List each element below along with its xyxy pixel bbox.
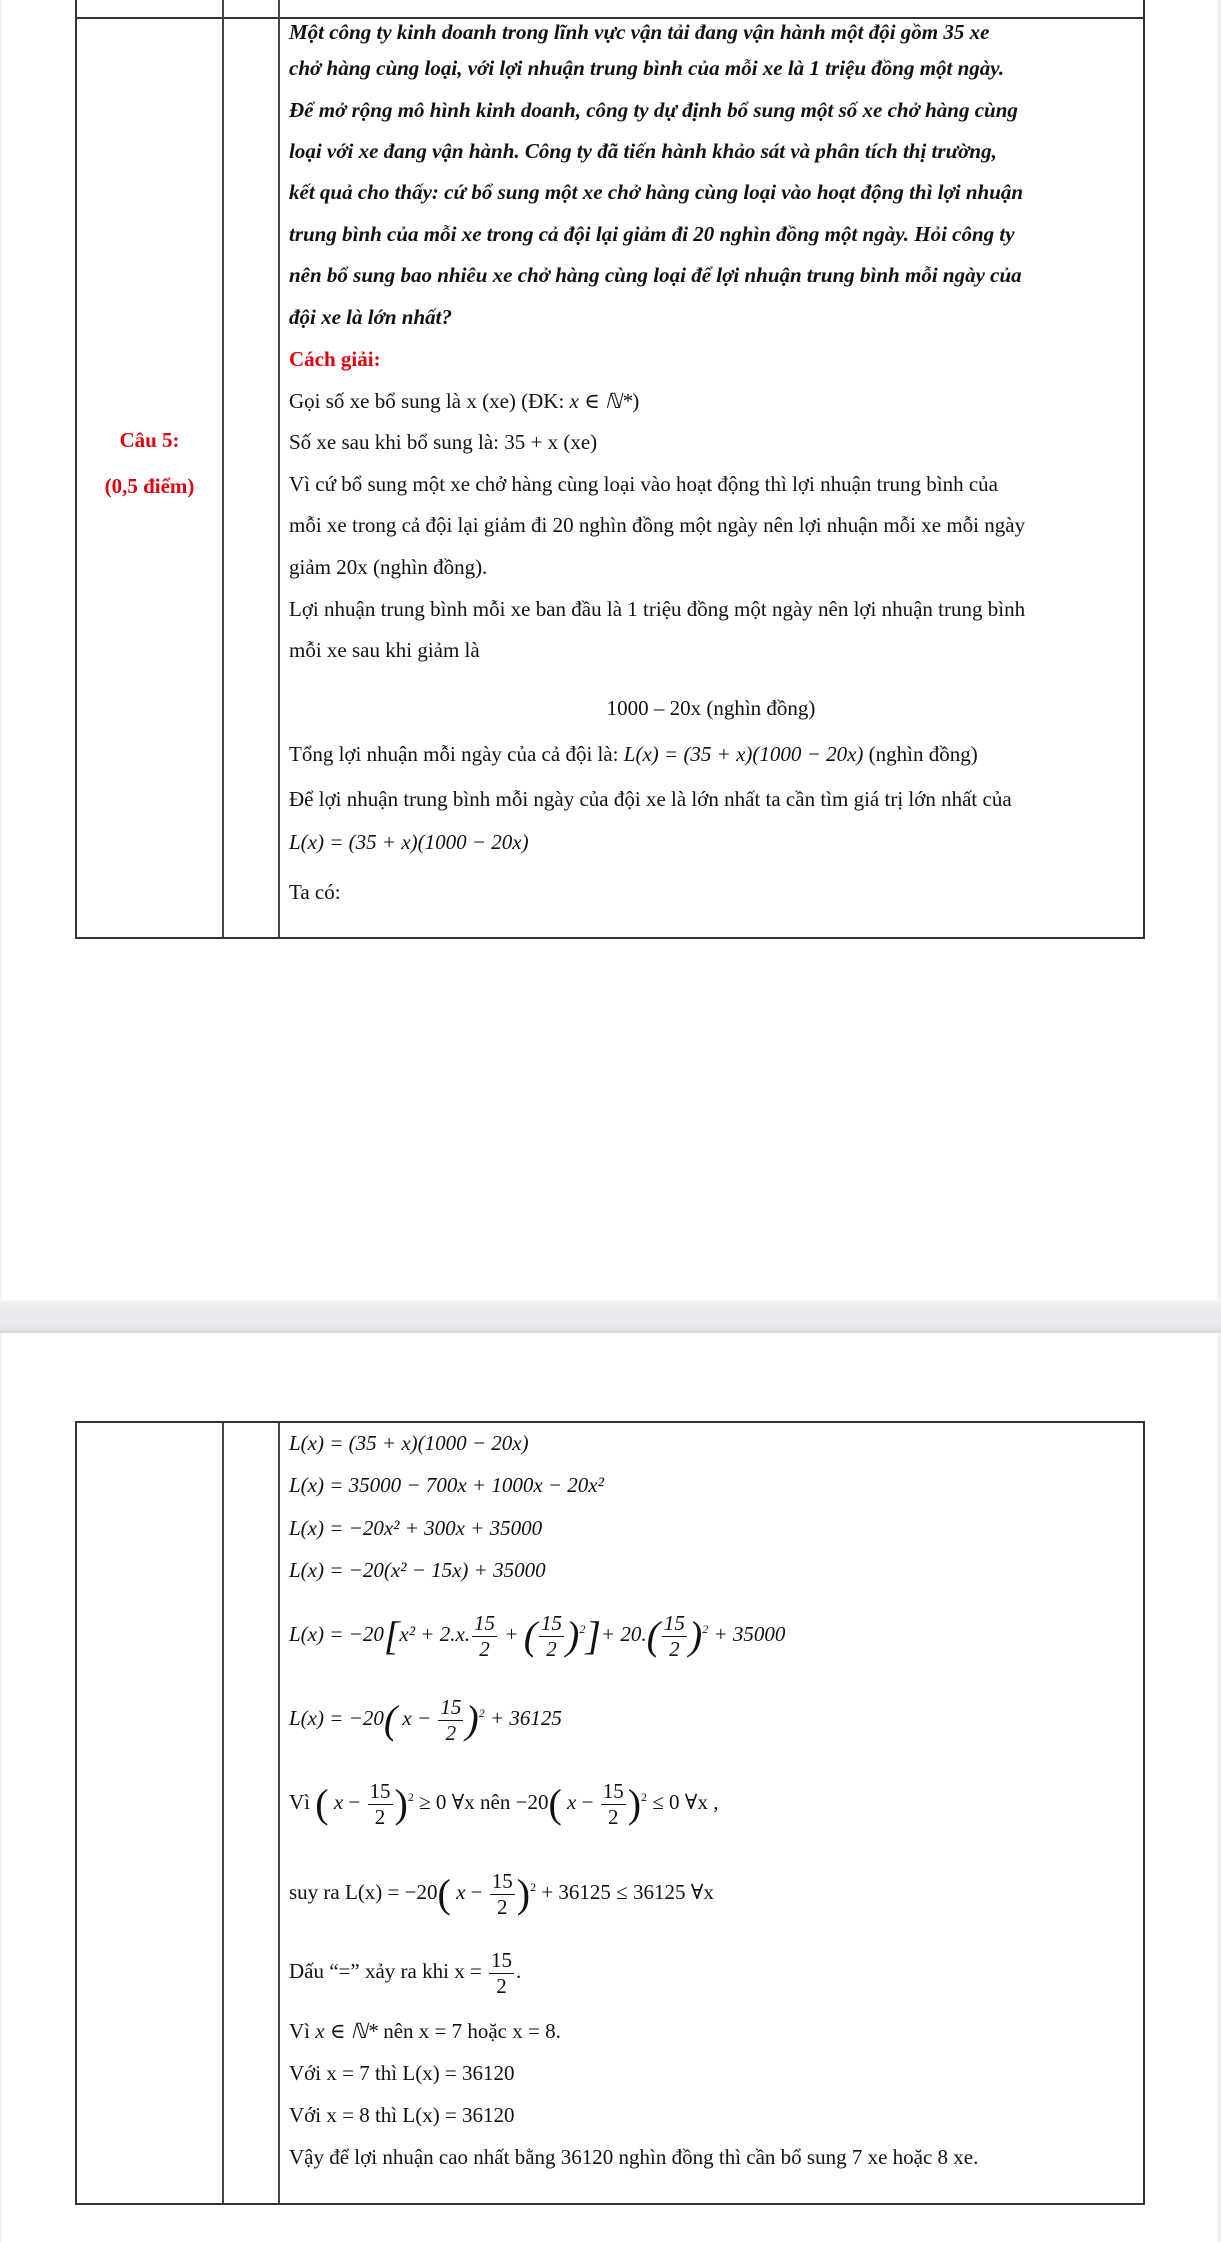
- solution-paragraph: [289, 740, 978, 768]
- solution-content-continued: [289, 1423, 1133, 2203]
- denominator: 2: [479, 1636, 490, 1661]
- math: + 35000: [713, 1622, 786, 1646]
- text: ≤ 0 ∀x ,: [652, 1790, 719, 1814]
- solution-paragraph: mỗi xe trong cả đội lại giảm đi 20 nghìn đồng một ngày nên lợi nhuận mỗi xe mỗi ngày: [289, 513, 1026, 537]
- solution-heading: Cách giải:: [289, 347, 381, 371]
- math: + 36125: [489, 1706, 562, 1730]
- numerator: 15: [491, 1868, 513, 1893]
- column-divider: [222, 0, 224, 937]
- fraction: [489, 1947, 514, 1998]
- fraction: [662, 1610, 687, 1661]
- numerator: 15: [541, 1610, 563, 1635]
- problem-line: loại với xe đang vận hành. Công ty đã tiến hành khảo sát và phân tích thị trường,: [289, 139, 997, 163]
- fraction: [490, 1868, 515, 1919]
- math: L(x) = −20: [289, 1706, 384, 1730]
- bracket-close: ]: [585, 1613, 601, 1659]
- solution-paragraph: mỗi xe sau khi giảm là: [289, 638, 480, 662]
- numerator: 15: [440, 1694, 462, 1719]
- numerator: 15: [369, 1778, 391, 1803]
- math: x ∈ ℕ*: [569, 389, 633, 413]
- equality-condition: [289, 1943, 521, 1999]
- column-divider: [278, 0, 280, 937]
- problem-line: đội xe là lớn nhất?: [289, 305, 452, 329]
- answer-table-part-1: [75, 0, 1145, 939]
- denominator: 2: [546, 1636, 557, 1661]
- denominator: 2: [374, 1804, 386, 1829]
- fraction: [472, 1610, 497, 1661]
- paren-close: ): [516, 1871, 531, 1917]
- case-x7: Với x = 7 thì L(x) = 36120: [289, 2061, 515, 2085]
- text: ): [632, 389, 640, 413]
- inequality-statement: Vì ( x − $\frac{15}{2}$ )$^2$ ≥ 0 ∀x nên −20( x − $\frac{15}{2}$ )$^2$ ≤ 0 ∀x ,: [289, 1778, 719, 1829]
- final-answer: Vậy để lợi nhuận cao nhất bằng 36120 nghìn đồng thì cần bổ sung 7 xe hoặc 8 xe.: [289, 2145, 979, 2169]
- solution-paragraph: Số xe sau khi bổ sung là: 35 + x (xe): [289, 430, 598, 454]
- text: Tổng lợi nhuận mỗi ngày của cả đội là:: [289, 742, 624, 766]
- paren-close: ): [394, 1781, 408, 1827]
- paren-open: (: [383, 1697, 398, 1743]
- exponent: 2: [407, 1790, 414, 1804]
- solution-paragraph: Ta có:: [289, 880, 341, 904]
- inequality-conclusion: suy ra L(x) = −20( x − $\frac{15}{2}$ )$^2$ + 36125 ≤ 36125 ∀x: [289, 1868, 714, 1919]
- math: x² + 2.x.: [399, 1622, 471, 1646]
- math: + 20.: [600, 1622, 647, 1646]
- denominator: 2: [669, 1636, 680, 1661]
- problem-line: kết quả cho thấy: cứ bổ sung một xe chở hàng cùng loại vào hoạt động thì lợi nhuận: [289, 180, 1024, 204]
- math: x ∈ ℕ*: [315, 2019, 378, 2043]
- problem-line: nên bổ sung bao nhiêu xe chở hàng cùng loại để lợi nhuận trung bình mỗi ngày của: [289, 263, 1022, 287]
- numerator: 15: [491, 1947, 513, 1972]
- numerator: 15: [602, 1778, 624, 1803]
- problem-line: trung bình của mỗi xe trong cả đội lại giảm đi 20 nghìn đồng một ngày. Hỏi công ty: [289, 222, 1015, 246]
- fraction: [601, 1778, 626, 1829]
- equation: L(x) = 35000 − 700x + 1000x − 20x²: [289, 1473, 604, 1497]
- math: L(x) = (35 + x)(1000 − 20x): [623, 742, 864, 766]
- paren-close: ): [465, 1697, 479, 1743]
- problem-line: Một công ty kinh doanh trong lĩnh vực vận tải đang vận hành một đội gồm 35 xe: [289, 20, 990, 44]
- centered-expression: 1000 – 20x (nghìn đồng): [606, 696, 816, 720]
- paren-close: ): [566, 1613, 580, 1659]
- text: suy ra L(x) = −20: [289, 1880, 438, 1904]
- solution-paragraph: Để lợi nhuận trung bình mỗi ngày của đội xe là lớn nhất ta cần tìm giá trị lớn nhất của: [289, 787, 1012, 811]
- paren-close: ): [688, 1613, 703, 1659]
- denominator: 2: [445, 1720, 457, 1745]
- equation-completing-square: L(x) = −20[x² + 2.x. $\frac{15}{2}$ + ( $\frac{15}{2}$ )$^2$]+ 20.( $\frac{15}{2}$ )$^2$ + 35000: [289, 1610, 786, 1661]
- solution-content: [289, 18, 1133, 938]
- numerator: 15: [474, 1610, 496, 1635]
- paren-open: (: [548, 1781, 562, 1827]
- exponent: 2: [641, 1790, 648, 1804]
- fraction: [368, 1778, 393, 1829]
- equation: L(x) = −20(x² − 15x) + 35000: [289, 1558, 546, 1582]
- integer-condition: [289, 2017, 561, 2045]
- equation: L(x) = (35 + x)(1000 − 20x): [289, 1431, 529, 1455]
- equation: L(x) = −20x² + 300x + 35000: [289, 1516, 543, 1540]
- question-label: Câu 5:: [119, 428, 180, 452]
- text: nên x = 7 hoặc x = 8.: [377, 2019, 561, 2043]
- exponent: 2: [702, 1622, 709, 1636]
- exponent: 2: [530, 1880, 537, 1894]
- exponent: 2: [478, 1706, 485, 1720]
- exponent: 2: [579, 1622, 586, 1636]
- solution-paragraph: [289, 387, 639, 415]
- column-divider: [278, 1423, 280, 2203]
- paren-open: (: [315, 1781, 329, 1827]
- problem-line: Để mở rộng mô hình kinh doanh, công ty dự định bổ sung một số xe chở hàng cùng: [289, 98, 1018, 122]
- bracket-open: [: [383, 1613, 400, 1659]
- text: .: [516, 1959, 522, 1983]
- solution-paragraph: Vì cứ bổ sung một xe chở hàng cùng loại vào hoạt động thì lợi nhuận trung bình của: [289, 472, 998, 496]
- page-separator: [0, 1300, 1221, 1333]
- equation-vertex-form: L(x) = −20( x − $\frac{15}{2}$ )$^2$ + 36125: [289, 1694, 562, 1745]
- denominator: 2: [607, 1804, 619, 1829]
- fraction: [438, 1694, 463, 1745]
- text: ≥ 0 ∀x nên −20: [419, 1790, 549, 1814]
- text: Dấu “=” xảy ra khi x =: [289, 1959, 482, 1983]
- paren-open: (: [437, 1871, 451, 1917]
- solution-paragraph: giảm 20x (nghìn đồng).: [289, 555, 488, 579]
- paren-open: (: [523, 1613, 538, 1659]
- numerator: 15: [663, 1610, 685, 1635]
- paren-close: ): [627, 1781, 642, 1827]
- column-divider: [222, 1423, 224, 2203]
- text: Vì: [289, 1790, 310, 1814]
- text: (nghìn đồng): [863, 742, 978, 766]
- denominator: 2: [496, 1973, 507, 1998]
- text: + 36125 ≤ 36125 ∀x: [541, 1880, 714, 1904]
- answer-table-part-2: [75, 1421, 1145, 2205]
- question-points: (0,5 điểm): [104, 474, 195, 498]
- solution-paragraph: Lợi nhuận trung bình mỗi xe ban đầu là 1 triệu đồng một ngày nên lợi nhuận trung bình: [289, 597, 1026, 621]
- math-expression: L(x) = (35 + x)(1000 − 20x): [289, 830, 529, 854]
- problem-line: chở hàng cùng loại, với lợi nhuận trung bình của mỗi xe là 1 triệu đồng một ngày.: [289, 56, 1005, 80]
- denominator: 2: [497, 1894, 508, 1919]
- text: Vì: [289, 2019, 316, 2043]
- math: L(x) = −20: [289, 1622, 384, 1646]
- case-x8: Với x = 8 thì L(x) = 36120: [289, 2103, 515, 2127]
- text: Gọi số xe bổ sung là x (xe) (ĐK:: [289, 389, 570, 413]
- fraction: [539, 1610, 564, 1661]
- paren-open: (: [646, 1613, 660, 1659]
